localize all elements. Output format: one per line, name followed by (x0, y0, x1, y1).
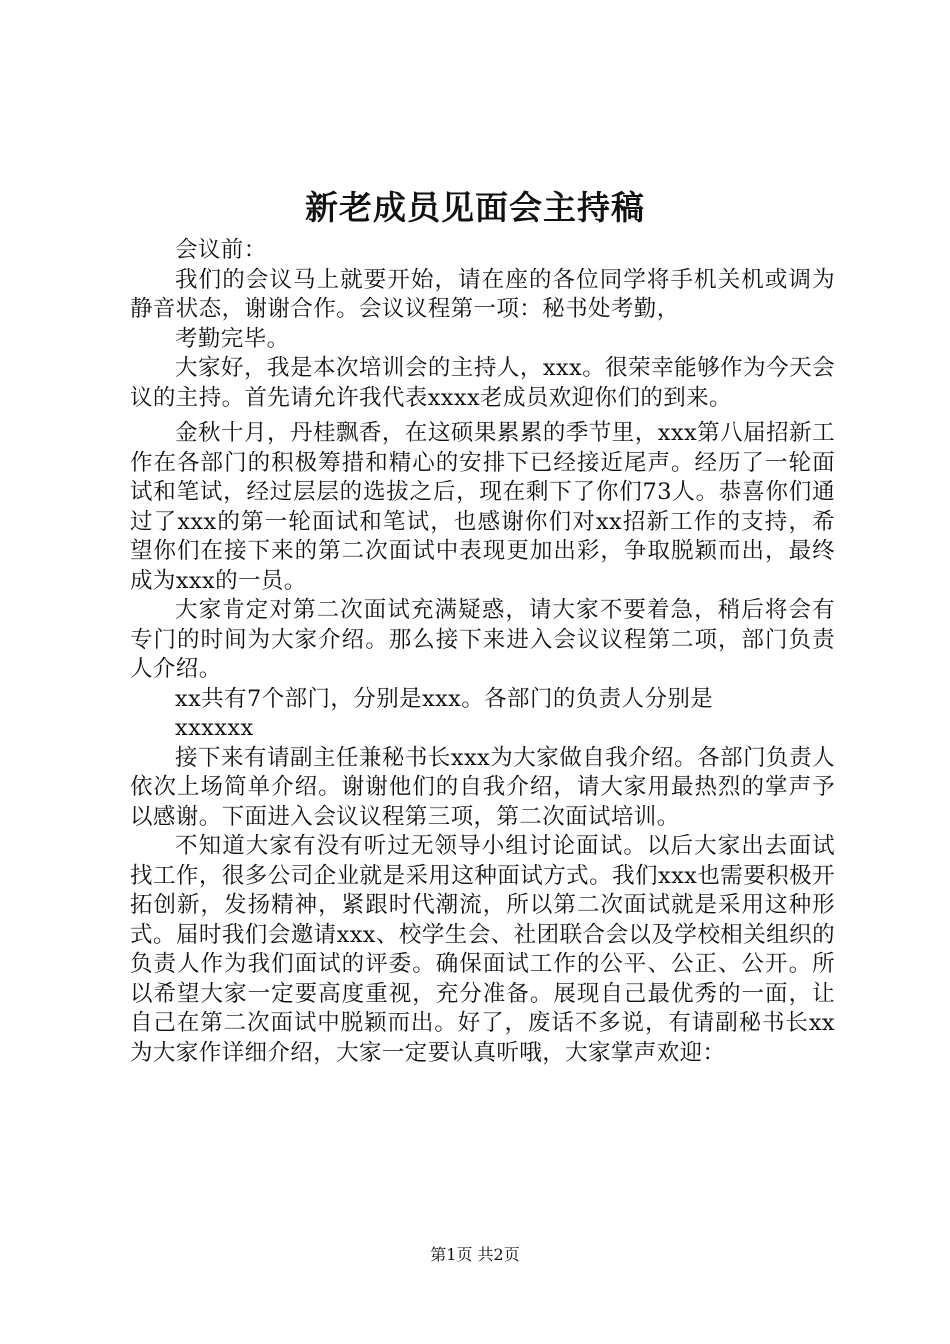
paragraph: 考勤完毕。 (175, 325, 290, 352)
paragraph: xx共有7个部门，分别是xxx。各部门的负责人分别是 (175, 685, 714, 712)
paragraph: 大家肯定对第二次面试充满疑惑，请大家不要着急，稍后将会有专门的时间为大家介绍。那么接下来进入会议议程第二项，部门负责人介绍。 (130, 597, 835, 682)
page-footer: 第1页 共2页 (430, 1245, 520, 1264)
paragraph: 会议前： (175, 237, 267, 263)
paragraph: 大家好，我是本次培训会的主持人，xxx。很荣幸能够作为今天会议的主持。首先请允许我代表xxxx老成员欢迎你们的到来。 (130, 355, 835, 411)
paragraph: 我们的会议马上就要开始，请在座的各位同学将手机关机或调为静音状态，谢谢合作。会议议程第一项：秘书处考勤， (130, 266, 835, 322)
paragraph: xxxxxx (175, 715, 254, 741)
paragraph: 不知道大家有没有听过无领导小组讨论面试。以后大家出去面试找工作，很多公司企业就是采用这种面试方式。我们xxx也需要积极开拓创新，发扬精神，紧跟时代潮流，所以第二次面试就是采用这种形式。届时我们会邀请xxx、校学生会、社团联合会以及学校相关组织的负责人作为我们面试的评委。确保面试工作的公平、公正、公开。所以希望大家一定要高度重视，充分准备。展现自己最优秀的一面，让自己在第二次面试中脱颖而出。好了，废话不多说，有请副秘书长xx为大家作详细介绍，大家一定要认真听哦，大家掌声欢迎： (130, 833, 835, 1066)
paragraph: 金秋十月，丹桂飘香，在这硕果累累的季节里，xxx第八届招新工作在各部门的积极筹措和精心的安排下已经接近尾声。经历了一轮面试和笔试，经过层层的选拔之后，现在剩下了你们73人。恭喜你们通过了xxx的第一轮面试和笔试，也感谢你们对xx招新工作的支持，希望你们在接下来的第二次面试中表现更加出彩，争取脱颖而出，最终成为xxx的一员。 (130, 420, 835, 594)
document-body (130, 236, 835, 1068)
document-title: 新老成员见面会主持稿 (305, 188, 645, 227)
paragraph: 接下来有请副主任兼秘书长xxx为大家做自我介绍。各部门负责人依次上场简单介绍。谢谢他们的自我介绍，请大家用最热烈的掌声予以感谢。下面进入会议议程第三项，第二次面试培训。 (130, 744, 835, 830)
